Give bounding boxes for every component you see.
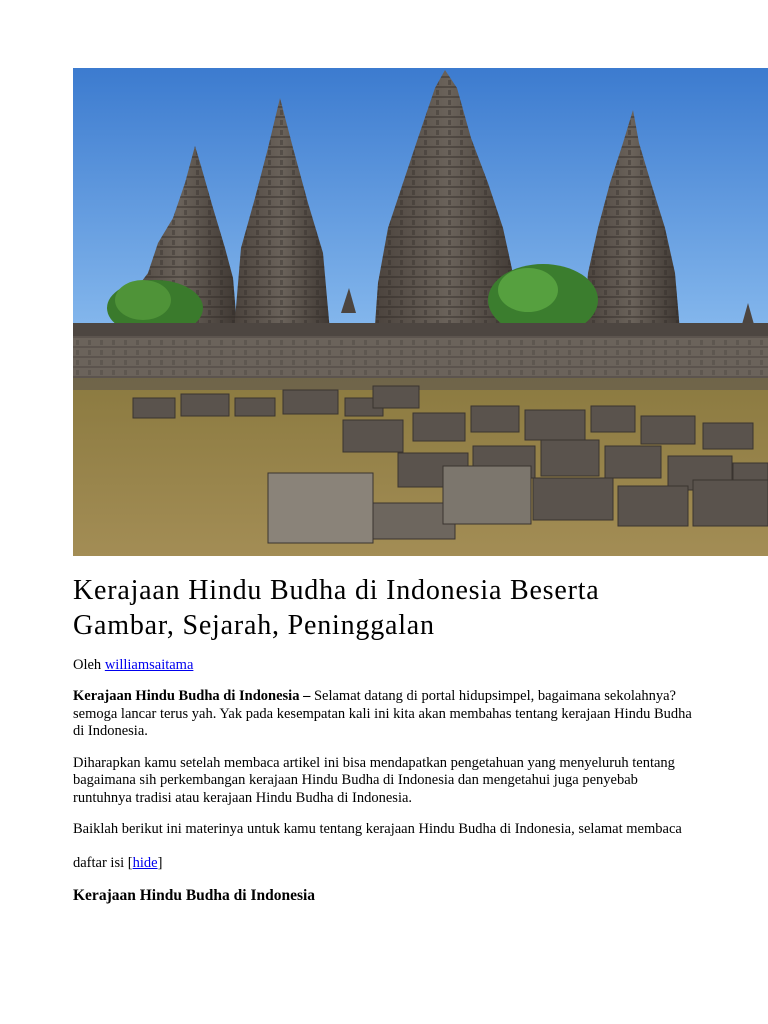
byline	[73, 656, 768, 674]
paragraph-3: Baiklah berikut ini materinya untuk kamu tentang kerajaan Hindu Budha di Indonesia, selamat membaca	[73, 821, 682, 837]
intro-lead: Kerajaan Hindu Budha di Indonesia –	[73, 688, 311, 704]
toc-bracket-close: ]	[157, 854, 163, 871]
intro-paragraph	[73, 688, 693, 741]
paragraph-2: Diharapkan kamu setelah membaca artikel ini bisa mendapatkan pengetahuan yang menyeluruh tentang bagaimana sih perkembangan kerajaan Hindu Budha di Indonesia dan mengetahui juga penyebab runtuhnya tradisi atau kerajaan Hindu Budha di Indonesia.	[73, 754, 675, 806]
article	[73, 68, 768, 906]
toc-label: daftar isi	[73, 854, 125, 871]
temple-photo	[73, 68, 768, 556]
author-link[interactable]: williamsaitama	[104, 657, 194, 673]
toc-bracket-open: [	[127, 854, 133, 871]
hero-image	[73, 68, 768, 556]
toc-hide-link[interactable]: hide	[132, 854, 158, 871]
table-of-contents	[73, 854, 768, 872]
byline-prefix: Oleh	[73, 657, 102, 673]
intro-text: Selamat datang di portal hidupsimpel, bagaimana sekolahnya? semoga lancar terus yah. Yak pada kesempatan kali ini kita akan membahas tentang kerajaan Hindu Budha di Indonesia.	[73, 688, 692, 739]
page-title: Kerajaan Hindu Budha di Indonesia Beserta Gambar, Sejarah, Peninggalan	[73, 575, 600, 641]
section-heading: Kerajaan Hindu Budha di Indonesia	[73, 886, 316, 904]
